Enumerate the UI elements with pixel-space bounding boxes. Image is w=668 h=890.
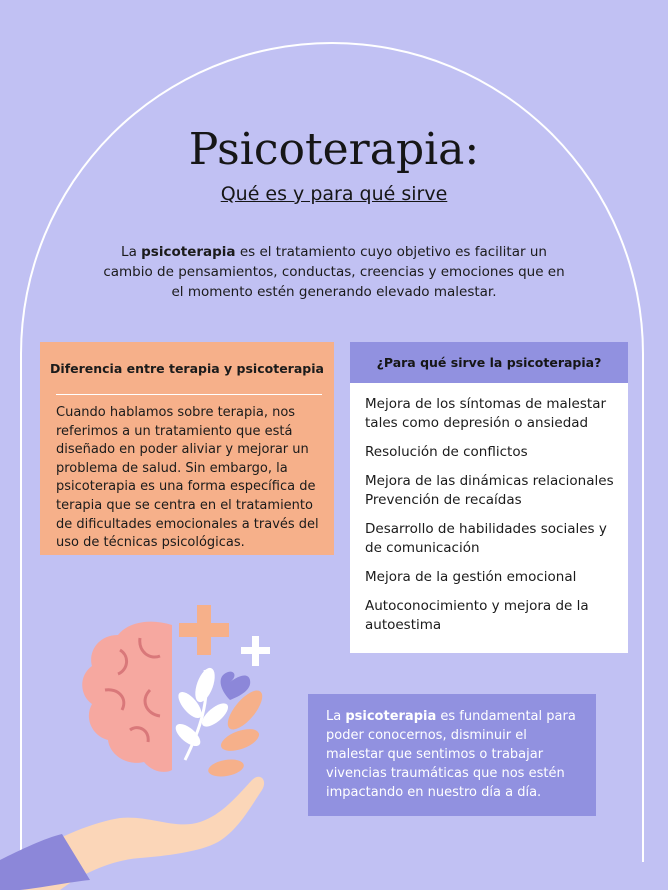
purpose-item: Desarrollo de habilidades sociales y de comunicación [365,521,607,556]
purpose-heading: ¿Para qué sirve la psicoterapia? [350,342,628,383]
purpose-card [350,342,628,653]
intro-paragraph [100,242,568,302]
intro-text-rest: es el tratamiento cuyo objetivo es facilitar un cambio de pensamientos, conductas, creencias y emociones que en el momento estén generando elevado malestar. [103,244,565,300]
brain-icon [82,622,172,772]
difference-divider [56,394,322,395]
purpose-item: Mejora de los síntomas de malestar tales como depresión o ansiedad [365,396,607,431]
purpose-item: Autoconocimiento y mejora de la autoestima [365,598,589,633]
purpose-list [350,383,628,635]
intro-bold-term: psicoterapia [141,244,236,260]
closing-box [308,694,596,816]
difference-body: Cuando hablamos sobre terapia, nos referimos a un tratamiento que está diseñado en poder aliviar y mejorar un problema de salud. Sin embargo, la psicoterapia es una forma específica de terapia que se centra en el tratamiento de dificultades emocionales a través del uso de técnicas psicológicas. [56,405,319,551]
purpose-item: Mejora de la gestión emocional [365,569,577,585]
closing-text-rest: es fundamental para poder conocernos, disminuir el malestar que sentimos o trabajar vivencias traumáticas que nos estén impactando en nuestro día a día. [326,709,576,800]
purpose-item: Resolución de conflictos [365,444,528,460]
brain-hand-illustration [0,590,310,890]
page-title: Psicoterapia: [188,124,480,175]
difference-card [40,342,334,555]
closing-text-start: La [326,709,346,724]
intro-text-start: La [121,244,142,260]
closing-bold-term: psicoterapia [345,709,437,724]
difference-heading: Diferencia entre terapia y psicoterapia [50,361,324,376]
plus-icon [179,605,270,666]
closing-paragraph [326,707,588,802]
hand-icon [0,777,264,890]
leaf-icon [172,665,268,779]
purpose-item: Mejora de las dinámicas relacionales Prevención de recaídas [365,473,614,508]
page-subtitle: Qué es y para qué sirve [220,183,448,205]
